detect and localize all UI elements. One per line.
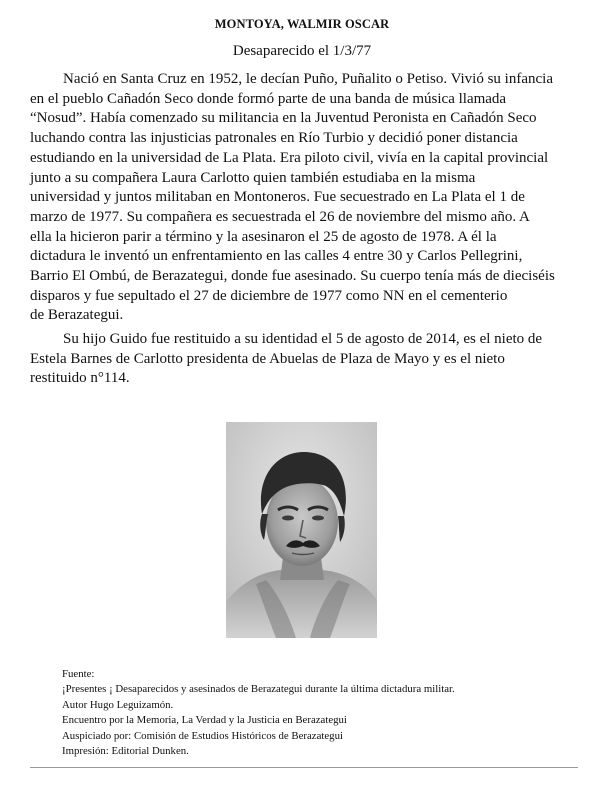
source-line: Encuentro por la Memoria, La Verdad y la Justicia en Berazategui	[62, 714, 347, 727]
portrait-photo	[226, 422, 377, 638]
portrait-image	[226, 422, 377, 638]
source-line: Autor Hugo Leguizamón.	[62, 698, 174, 711]
footer-divider	[30, 767, 578, 768]
page-title: MONTOYA, WALMIR OSCAR	[214, 17, 390, 31]
sources-block	[62, 667, 455, 759]
source-line: Auspiciado por: Comisión de Estudios Históricos de Berazategui	[62, 729, 343, 742]
source-line: Impresión: Editorial Dunken.	[62, 745, 189, 758]
page-subtitle: Desaparecido el 1/3/77	[232, 43, 372, 59]
source-line: ¡Presentes ¡ Desaparecidos y asesinados de Berazategui durante la última dictadura militar.	[62, 683, 455, 696]
biography-paragraph-1: Nació en Santa Cruz en 1952, le decían Puño, Puñalito o Petiso. Vivió su infancia en el pueblo Cañadón Seco donde formó parte de una banda de música llamada “Nosud”. Había comenzado su militancia en la Juventud Peronista en Cañadón Seco luchando contra las injusticias patronales en Río Turbio y decidió poner distancia estudiando en la universidad de La Plata. Era piloto civil, vivía en la capital provincial junto a su compañera Laura Carlotto quien también estudiaba en la misma universidad y juntos militaban en Montoneros. Fue secuestrado en La Plata el 1 de marzo de 1977. Su compañera es secuestrada el 26 de noviembre del mismo año. A ella la hicieron parir a término y la asesinaron el 25 de agosto de 1978. A él la dictadura le inventó un enfrentamiento en las calles 4 entre 30 y Carlos Pellegrini, Barrio El Ombú, de Berazategui, donde fue asesinado. Su cuerpo tenía más de dieciséis disparos y fue sepultado el 27 de diciembre de 1977 como NN en el cementerio de Berazategui.	[30, 71, 555, 324]
sources-label: Fuente:	[62, 668, 95, 680]
biography-paragraph-2: Su hijo Guido fue restituido a su identidad el 5 de agosto de 2014, es el nieto de Estela Barnes de Carlotto presidenta de Abuelas de Plaza de Mayo y es el nieto restituido n°114.	[30, 331, 543, 387]
